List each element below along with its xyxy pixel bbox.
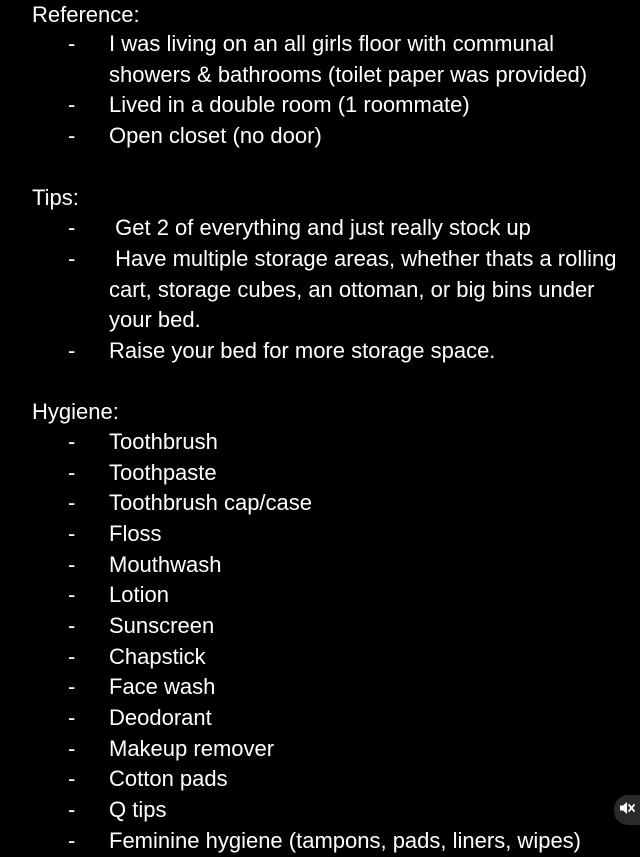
speaker-muted-icon — [618, 799, 636, 822]
hygiene-item: Lotion — [109, 582, 169, 607]
hygiene-item: Sunscreen — [109, 613, 215, 638]
bullet-dash: - — [68, 429, 76, 454]
hygiene-item: Q tips — [109, 797, 167, 822]
mute-button[interactable] — [614, 795, 640, 825]
bullet-dash: - — [68, 92, 76, 117]
bullet-dash: - — [68, 215, 76, 240]
hygiene-item: Mouthwash — [109, 552, 222, 577]
tips-item: Get 2 of everything and just really stock up — [109, 215, 531, 240]
hygiene-item: Toothpaste — [109, 460, 217, 485]
bullet-dash: - — [68, 674, 76, 699]
hygiene-item: Makeup remover — [109, 736, 275, 761]
bullet-dash: - — [68, 644, 76, 669]
hygiene-heading: Hygiene: — [32, 399, 119, 424]
hygiene-item: Feminine hygiene (tampons, pads, liners, wipes) — [109, 828, 582, 853]
hygiene-item: Cotton pads — [109, 766, 228, 791]
bullet-dash: - — [68, 736, 76, 761]
bullet-dash: - — [68, 766, 76, 791]
bullet-dash: - — [68, 552, 76, 577]
bullet-dash: - — [68, 246, 76, 271]
bullet-dash: - — [68, 705, 76, 730]
bullet-dash: - — [68, 123, 76, 148]
tips-item: Raise your bed for more storage space. — [109, 338, 496, 363]
bullet-dash: - — [68, 797, 76, 822]
reference-item: Lived in a double room (1 roommate) — [109, 92, 470, 117]
hygiene-item: Chapstick — [109, 644, 206, 669]
hygiene-item: Face wash — [109, 674, 216, 699]
tips-heading: Tips: — [32, 185, 79, 210]
reference-heading: Reference: — [32, 2, 140, 27]
tips-item: Have multiple storage areas, whether thats a rolling cart, storage cubes, an ottoman, or big bins under your bed. — [109, 246, 623, 333]
hygiene-item: Floss — [109, 521, 162, 546]
bullet-dash: - — [68, 582, 76, 607]
bullet-dash: - — [68, 521, 76, 546]
bullet-dash: - — [68, 460, 76, 485]
bullet-dash: - — [68, 31, 76, 56]
bullet-dash: - — [68, 613, 76, 638]
reference-item: I was living on an all girls floor with communal showers & bathrooms (toilet paper was provided) — [109, 31, 588, 87]
hygiene-item: Toothbrush — [109, 429, 218, 454]
bullet-dash: - — [68, 338, 76, 363]
bullet-dash: - — [68, 828, 76, 853]
bullet-dash: - — [68, 490, 76, 515]
hygiene-item: Deodorant — [109, 705, 212, 730]
hygiene-item: Toothbrush cap/case — [109, 490, 313, 515]
reference-item: Open closet (no door) — [109, 123, 322, 148]
